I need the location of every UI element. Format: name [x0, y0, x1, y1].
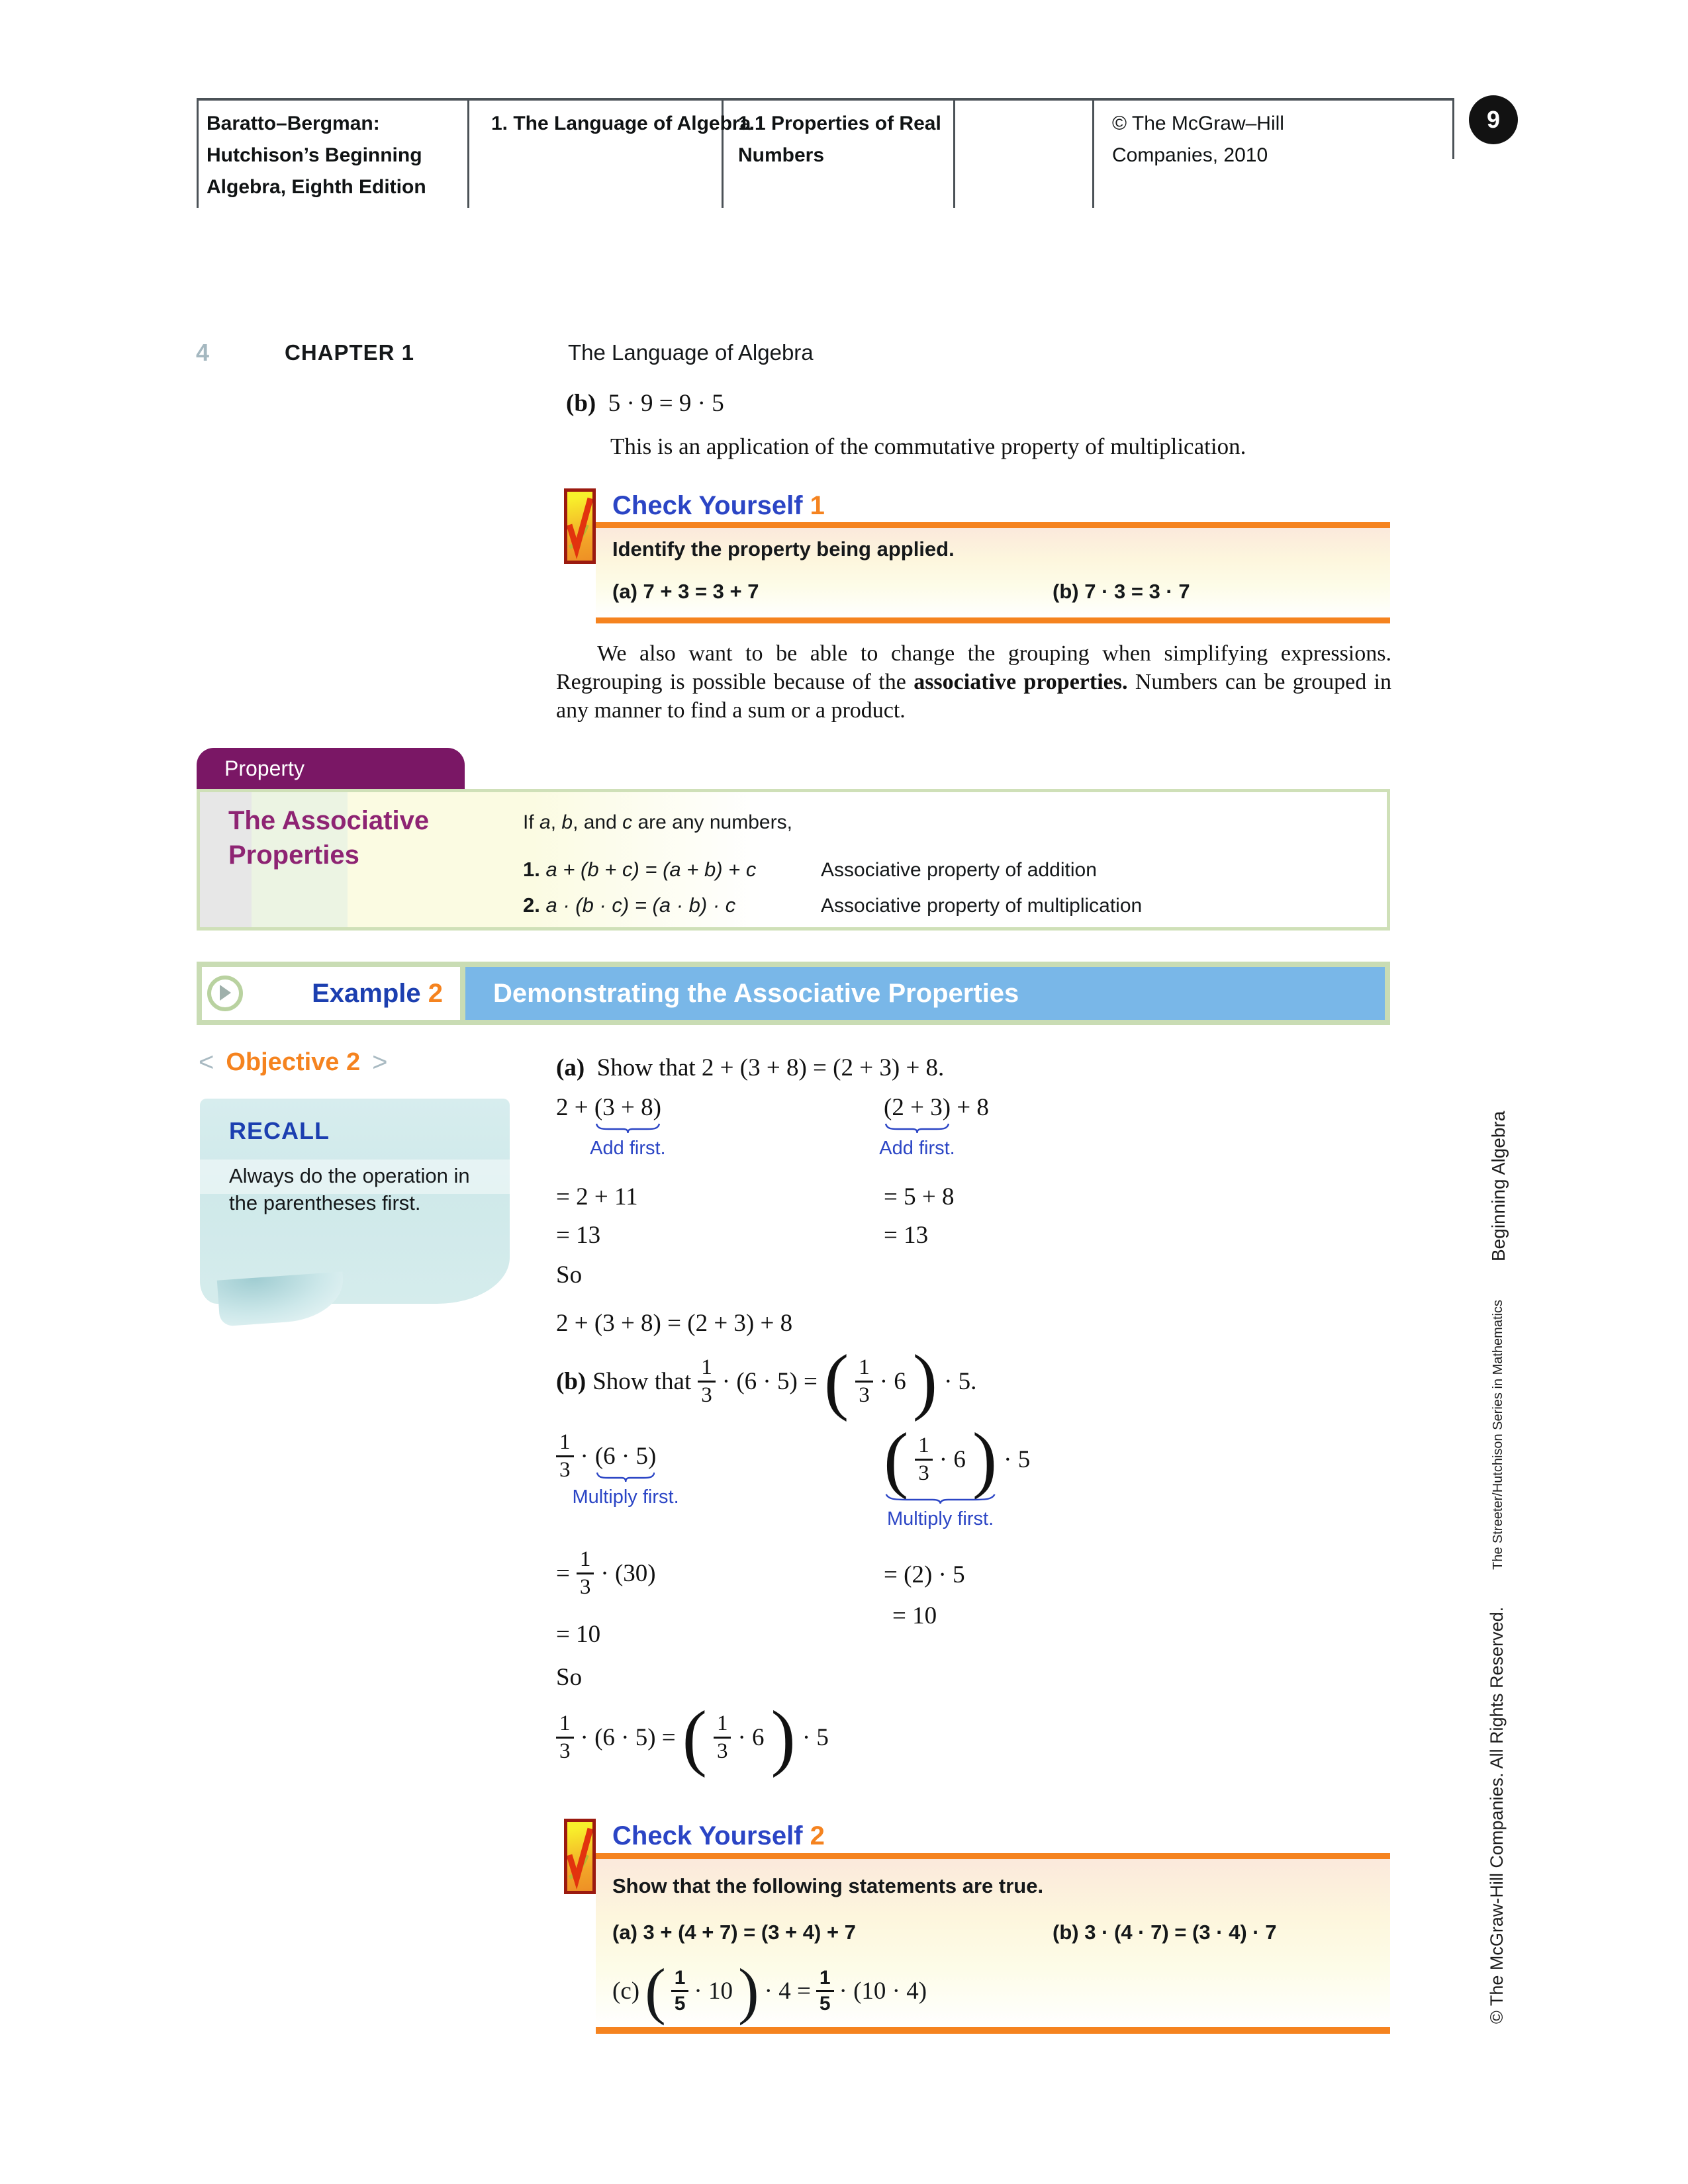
- property-condition: If a, b, and c are any numbers,: [523, 811, 792, 833]
- item-label: (b): [556, 1367, 586, 1395]
- header-book-title-line: Hutchison’s Beginning: [207, 144, 422, 166]
- big-paren-close: ): [771, 1696, 796, 1778]
- objective-label: Objective 2: [226, 1048, 361, 1076]
- item-label: (a): [556, 1054, 585, 1081]
- check-yourself-title: [612, 491, 825, 521]
- work-step: = 10: [556, 1621, 601, 1648]
- header-chapter: [491, 108, 751, 140]
- header-top-rule: [197, 98, 1454, 101]
- property-title: [228, 803, 429, 872]
- item-label: (a): [612, 580, 637, 603]
- work-step: = 13: [884, 1222, 929, 1249]
- objective-marker: [199, 1048, 387, 1077]
- work-b-left-step1: = $\frac{1}{3}$ · (30): [556, 1547, 656, 1599]
- recall-title: RECALL: [229, 1117, 330, 1144]
- work-step: = 2 + 11: [556, 1183, 638, 1210]
- work-a-right-expression: (2 + 3) Add first. + 8: [879, 1094, 989, 1159]
- sidebar-copyright: © The McGraw-Hill Companies. All Rights Reserved.: [1487, 1606, 1507, 2024]
- item-equation: 7 + 3 = 3 + 7: [643, 580, 759, 603]
- header-divider: [197, 98, 199, 208]
- grouped-term: (2 + 3): [884, 1094, 951, 1121]
- property-rule-2: 2. a · (b · c) = (a · b) · c: [523, 893, 736, 917]
- sidebar-series-title: Beginning Algebra: [1488, 1111, 1509, 1261]
- header-section-line: Numbers: [738, 144, 825, 166]
- rule-equation: a + (b + c) = (a + b) + c: [545, 858, 757, 881]
- rule-name: Associative property of multiplication: [821, 895, 1143, 917]
- example-number: 2: [428, 978, 443, 1008]
- item-label: (b): [566, 390, 596, 417]
- orange-rule: [596, 617, 1390, 623]
- header-divider: [953, 98, 955, 208]
- paragraph-bold-term: associative properties.: [914, 670, 1128, 694]
- body-paragraph: [556, 639, 1391, 725]
- underbrace: [885, 1492, 996, 1504]
- checkmark-glyph: [567, 1822, 592, 1891]
- header-section: [738, 108, 941, 171]
- work-b-left-expression: $\frac{1}{3}$ · (6 · 5) Multiply first.: [556, 1423, 656, 1489]
- header-section-line: 1.1 Properties of Real: [738, 113, 941, 134]
- big-paren-close: ): [737, 1956, 759, 2026]
- exercise-b: [1053, 580, 1190, 604]
- work-step: = (2) · 5: [884, 1561, 965, 1588]
- paragraph-text: Numbers can be grouped in any manner to find a sum or a product.: [556, 670, 1391, 723]
- big-paren-open: (: [682, 1696, 707, 1778]
- check-yourself-prompt: Show that the following statements are true.: [612, 1874, 1044, 1897]
- header-divider: [467, 98, 469, 208]
- checkmark-icon: [564, 1819, 596, 1894]
- paragraph-text: We also want to be able to change the grouping when simplifying expressions. Regrouping is possible because of the: [556, 641, 1391, 694]
- header-copyright-line: Companies, 2010: [1112, 144, 1268, 166]
- work-b-conclusion: $\frac{1}{3}$ · (6 · 5) = ( $\frac{1}{3}$ · 6 ) · 5: [556, 1704, 829, 1770]
- header-copyright: [1112, 108, 1284, 171]
- property-tab: [197, 748, 465, 789]
- work-a-heading: [556, 1054, 944, 1082]
- example-banner-title-cell: [465, 967, 1385, 1020]
- checkmark-icon: [564, 488, 596, 564]
- exercise-a: [612, 1921, 856, 1944]
- header-book-title-line: Algebra, Eighth Edition: [207, 176, 426, 198]
- header-book-title-line: Baratto–Bergman:: [207, 113, 380, 134]
- fraction: $\frac{1}{3}$: [556, 1711, 574, 1764]
- annotation: Multiply first.: [572, 1486, 679, 1508]
- exercise-c: (c) ( $\frac{1}{5}$ · 10 ) · 4 = $\frac{1}{5}$ · (10 · 4): [612, 1956, 927, 2026]
- fraction: $\frac{1}{3}$: [714, 1711, 731, 1764]
- fraction: $\frac{1}{5}$: [671, 1966, 689, 2016]
- work-b-heading: (b) Show that $\frac{1}{3}$ · (6 · 5) = ( $\frac{1}{3}$ · 6 ) · 5.: [556, 1340, 977, 1422]
- grouped-term: (6 · 5): [594, 1442, 657, 1470]
- work-step: = 10: [892, 1602, 937, 1629]
- item-equation: 7 · 3 = 3 · 7: [1084, 580, 1190, 603]
- underbrace: [596, 1471, 655, 1482]
- rule-equation: a · (b · c) = (a · b) · c: [545, 893, 736, 917]
- fraction: $\frac{1}{3}$: [855, 1355, 873, 1408]
- explanation-sentence: This is an application of the commutative property of multiplication.: [610, 433, 1246, 459]
- property-title-line: The Associative: [228, 806, 430, 835]
- property-title-line: Properties: [228, 841, 359, 870]
- grouped-term: (3 + 8): [594, 1094, 661, 1121]
- header-copyright-line: © The McGraw–Hill: [1112, 113, 1284, 134]
- item-label: (b): [1053, 1921, 1079, 1944]
- exercise-a: [612, 580, 759, 604]
- item-label: (a): [612, 1921, 637, 1944]
- annotation: Add first.: [879, 1138, 955, 1159]
- fraction: $\frac{1}{3}$: [698, 1355, 716, 1408]
- header-chapter-line: 1. The Language of Algebra: [491, 113, 751, 134]
- property-tab-label: Property: [224, 756, 305, 780]
- angle-open-icon: <: [199, 1048, 214, 1077]
- example-label: Example 2: [312, 978, 443, 1008]
- fraction: $\frac{1}{3}$: [577, 1547, 594, 1600]
- item-equation: 5 · 9 = 9 · 5: [608, 390, 724, 417]
- check-yourself-label: Check Yourself: [612, 491, 803, 520]
- header-divider: [1092, 98, 1094, 208]
- header-divider: [1452, 98, 1454, 159]
- example-banner-left: [202, 967, 460, 1020]
- orange-rule: [596, 2027, 1390, 2034]
- underbrace: [885, 1122, 949, 1134]
- check-yourself-number: 1: [810, 491, 825, 520]
- play-triangle-icon: [220, 985, 231, 1001]
- item-label: (b): [1053, 580, 1079, 603]
- item-label: (c): [612, 1977, 640, 2005]
- page-number: 4: [196, 339, 210, 366]
- check-yourself-prompt: Identify the property being applied.: [612, 537, 955, 561]
- angle-close-icon: >: [372, 1048, 388, 1077]
- so-label: So: [556, 1664, 583, 1691]
- check-yourself-number: 2: [810, 1821, 825, 1850]
- item-equation: 3 · (4 · 7) = (3 · 4) · 7: [1084, 1921, 1277, 1944]
- work-step: = 5 + 8: [884, 1183, 955, 1210]
- orange-rule: [596, 1853, 1390, 1859]
- fraction: $\frac{1}{3}$: [556, 1430, 574, 1483]
- work-a-left-expression: 2 + (3 + 8) Add first.: [556, 1094, 666, 1159]
- so-label: So: [556, 1261, 583, 1289]
- work-step: = 13: [556, 1222, 601, 1249]
- rule-name: Associative property of addition: [821, 859, 1097, 881]
- work-b-right-expression: ( $\frac{1}{3}$ · 6 ) Multiply first. · 5: [884, 1418, 1031, 1529]
- play-icon: [207, 976, 243, 1011]
- recall-note: [200, 1099, 510, 1304]
- annotation: Add first.: [590, 1138, 666, 1159]
- fraction: $\frac{1}{3}$: [915, 1433, 933, 1486]
- example-title: Demonstrating the Associative Properties: [493, 978, 1019, 1008]
- exercise-b: [1053, 1921, 1276, 1944]
- check-yourself-label: Check Yourself: [612, 1821, 803, 1850]
- chapter-label: CHAPTER 1: [285, 340, 415, 365]
- check-yourself-title: [612, 1821, 825, 1851]
- fraction: $\frac{1}{5}$: [816, 1966, 834, 2016]
- big-paren-close: ): [972, 1418, 998, 1500]
- chapter-title: The Language of Algebra: [568, 340, 814, 365]
- big-paren-close: ): [912, 1340, 938, 1422]
- property-rule-1: 1. a + (b + c) = (a + b) + c: [523, 858, 757, 881]
- checkmark-glyph: [567, 492, 592, 561]
- sidebar-series-name: The Streeter/Hutchison Series in Mathematics: [1491, 1300, 1505, 1570]
- page-badge: [1469, 95, 1518, 144]
- work-conclusion: 2 + (3 + 8) = (2 + 3) + 8: [556, 1310, 793, 1337]
- page-curl: [217, 1271, 346, 1326]
- item-equation: 3 + (4 + 7) = (3 + 4) + 7: [643, 1921, 856, 1944]
- big-paren-open: (: [823, 1340, 849, 1422]
- recall-text: Always do the operation in the parentheses first.: [229, 1164, 470, 1214]
- annotation: Multiply first.: [887, 1508, 994, 1529]
- underbrace: [596, 1122, 660, 1134]
- example-item-b: [566, 389, 724, 418]
- big-paren-open: (: [645, 1956, 666, 2026]
- header-book-title: [207, 108, 426, 203]
- orange-rule: [596, 522, 1390, 528]
- heading-equation: Show that 2 + (3 + 8) = (2 + 3) + 8.: [596, 1054, 945, 1081]
- big-paren-open: (: [884, 1418, 909, 1500]
- page-badge-number: 9: [1486, 106, 1501, 133]
